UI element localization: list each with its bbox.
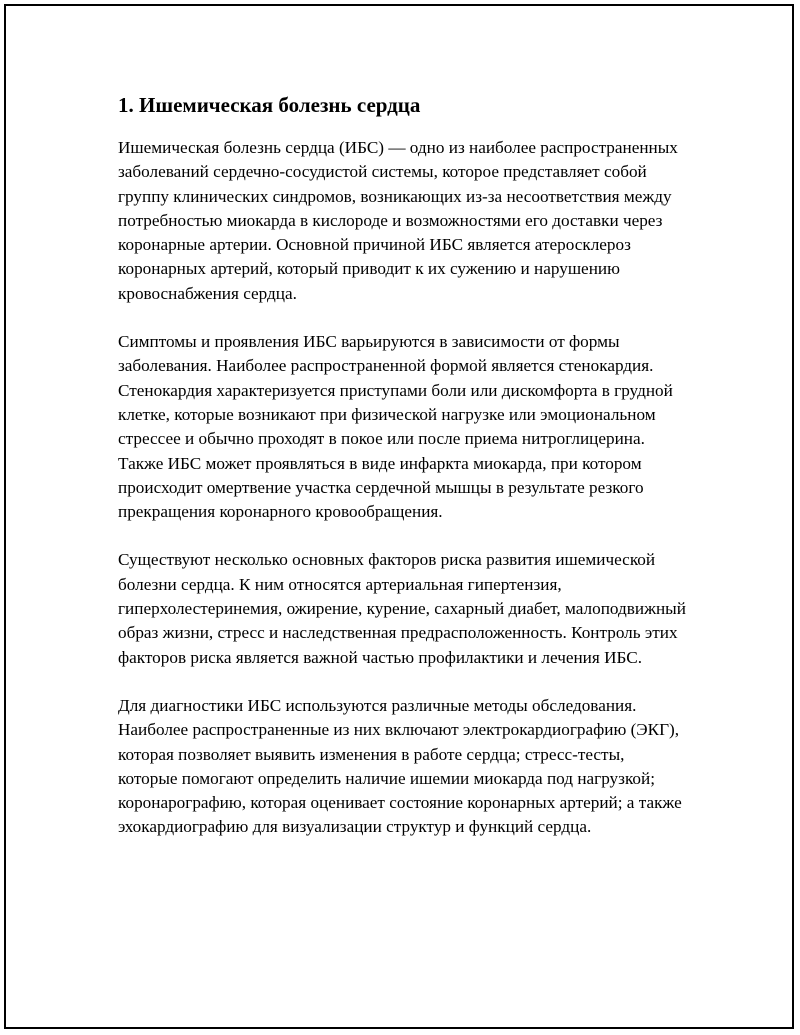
section-heading: 1. Ишемическая болезнь сердца: [118, 93, 421, 117]
paragraph-definition: Ишемическая болезнь сердца (ИБС) — одно из наиболее распространенных заболеваний сердечно-сосудистой системы, которое представляет собой группу клинических синдромов, возникающих из-за несоответствия между потребностью миокарда в кислороде и возможностями его доставки через коронарные артерии. Основной причиной ИБС является атеросклероз коронарных артерий, который приводит к их сужению и нарушению кровоснабжения сердца.: [118, 138, 678, 303]
paragraph-symptoms: Симптомы и проявления ИБС варьируются в зависимости от формы заболевания. Наиболее распространенной формой является стенокардия. Стенокардия характеризуется приступами боли или дискомфорта в грудной клетке, которые возникают при физической нагрузке или эмоциональном стрессее и обычно проходят в покое или после приема нитроглицерина. Также ИБС может проявляться в виде инфаркта миокарда, при котором происходит омертвение участка сердечной мышцы в результате резкого прекращения коронарного кровообращения.: [118, 332, 673, 522]
paragraph-risk-factors: Существуют несколько основных факторов риска развития ишемической болезни сердца. К ним относятся артериальная гипертензия, гиперхолестеринемия, ожирение, курение, сахарный диабет, малоподвижный образ жизни, стресс и наследственная предрасположенность. Контроль этих факторов риска является важной частью профилактики и лечения ИБС.: [118, 550, 686, 667]
paragraph-diagnostics: Для диагностики ИБС используются различные методы обследования. Наиболее распространенные из них включают электрокардиографию (ЭКГ), которая позволяет выявить изменения в работе сердца; стресс-тесты, которые помогают определить наличие ишемии миокарда под нагрузкой; коронарографию, которая оценивает состояние коронарных артерий; а также эхокардиографию для визуализации структур и функций сердца.: [118, 695, 682, 837]
document-body: [118, 88, 688, 864]
